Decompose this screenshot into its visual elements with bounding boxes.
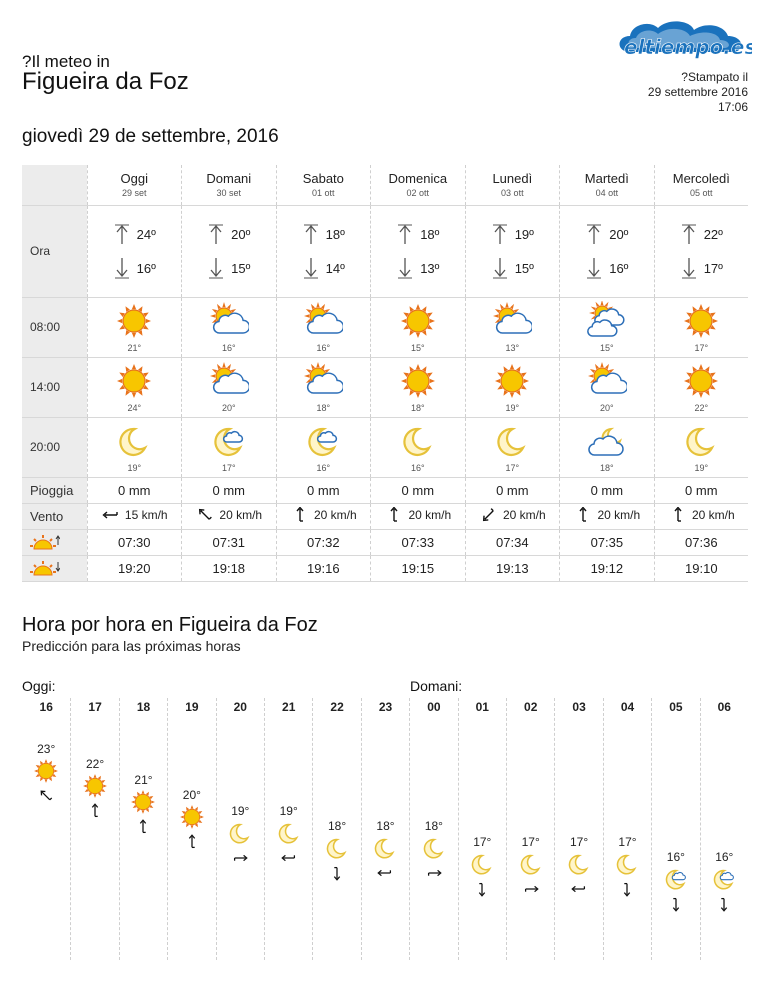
slot-temp: 20° — [221, 403, 236, 413]
wind-speed: 20 km/h — [597, 507, 641, 522]
hour-temp: 21° — [134, 772, 153, 787]
hour-forecast — [410, 819, 457, 882]
wind-direction-icon — [668, 507, 688, 523]
moon-cloud-icon — [662, 865, 690, 893]
sunrise-time: 07:31 — [182, 529, 277, 555]
rain-value: 0 mm — [654, 477, 748, 503]
hour-temp: 22° — [86, 757, 105, 772]
slot-temp: 18° — [410, 403, 425, 413]
sun-icon — [398, 361, 438, 401]
sunrise-row — [22, 529, 748, 555]
wind-direction-icon — [384, 507, 404, 523]
sunset-label — [22, 555, 87, 581]
sun-icon — [492, 361, 532, 401]
slot-cell — [465, 297, 560, 357]
min-temp-icon — [585, 257, 603, 279]
slot-cell — [654, 417, 748, 477]
slot-temp: 24° — [127, 403, 142, 413]
header-subtitle: ?Il meteo in — [22, 52, 110, 71]
cloud-moon-icon — [587, 421, 627, 461]
rain-value: 0 mm — [465, 477, 560, 503]
max-temp: 24º — [136, 226, 156, 242]
rain-value: 0 mm — [371, 477, 466, 503]
sunrise-time: 07:36 — [654, 529, 748, 555]
day-name: Domani — [206, 171, 252, 187]
hour-column-06 — [700, 698, 748, 960]
slot-temp: 18° — [316, 403, 331, 413]
rain-value: 0 mm — [560, 477, 655, 503]
rain-value: 0 mm — [276, 477, 371, 503]
wind-direction-icon — [522, 880, 540, 898]
sun-cloud-icon — [209, 301, 249, 341]
slot-temp: 17° — [221, 463, 236, 473]
wind-direction-icon — [376, 864, 394, 882]
slot-cell — [87, 297, 182, 357]
wind-row — [22, 503, 748, 529]
sunrise-time: 07:35 — [560, 529, 655, 555]
slot-cell — [465, 417, 560, 477]
hour-temp: 17° — [570, 834, 589, 849]
moon-icon — [275, 819, 303, 847]
max-temp: 20º — [609, 226, 629, 242]
hour-label: 03 — [572, 700, 586, 714]
sunrise-time: 07:34 — [465, 529, 560, 555]
max-temp-icon — [585, 223, 603, 245]
max-temp-icon — [396, 223, 414, 245]
daily-forecast-table — [22, 165, 748, 582]
min-temp-icon — [680, 257, 698, 279]
sunset-time: 19:13 — [465, 555, 560, 581]
wind-cell — [371, 503, 466, 529]
hour-forecast — [459, 835, 506, 898]
wind-direction-icon — [231, 849, 249, 867]
wind-speed: 20 km/h — [502, 507, 546, 522]
slot-cell — [560, 417, 655, 477]
min-temp: 16º — [136, 260, 156, 276]
hour-label: 17 — [88, 700, 102, 714]
min-temp-icon — [207, 257, 225, 279]
hour-temp: 19° — [231, 803, 250, 818]
wind-cell — [465, 503, 560, 529]
moon-cloud-icon — [303, 421, 343, 461]
hour-label: 06 — [717, 700, 731, 714]
max-temp: 20º — [231, 226, 251, 242]
wind-direction-icon — [195, 507, 215, 523]
temperature-row — [22, 205, 748, 297]
moon-icon — [420, 834, 448, 862]
sun-icon — [681, 301, 721, 341]
sun-icon — [681, 361, 721, 401]
day-header-1 — [182, 165, 277, 205]
max-temp: 22º — [703, 226, 723, 242]
hour-temp: 17° — [473, 834, 492, 849]
slot-cell — [465, 357, 560, 417]
hour-label: 22 — [330, 700, 344, 714]
max-temp: 18º — [325, 226, 345, 242]
wind-direction-icon — [183, 833, 201, 851]
hour-column-23 — [361, 698, 409, 960]
rain-value: 0 mm — [87, 477, 182, 503]
hour-forecast — [604, 835, 651, 898]
slot-temp: 21° — [127, 343, 142, 353]
hourly-title: Hora por hora en Figueira da Foz — [22, 614, 318, 636]
hour-column-19 — [167, 698, 215, 960]
slot-temp: 17° — [694, 343, 709, 353]
sunset-row — [22, 555, 748, 581]
sun-cloud-icon — [303, 301, 343, 341]
hour-column-20 — [216, 698, 264, 960]
wind-cell — [276, 503, 371, 529]
slot-temp: 13° — [505, 343, 520, 353]
slot-temp: 19° — [505, 403, 520, 413]
sunrise-label — [22, 529, 87, 555]
hour-label: 19 — [185, 700, 199, 714]
moon-icon — [468, 850, 496, 878]
hour-column-01 — [458, 698, 506, 960]
day-temps-1 — [182, 205, 277, 297]
wind-speed: 15 km/h — [124, 507, 168, 522]
wind-speed: 20 km/h — [691, 507, 735, 522]
hour-forecast — [555, 835, 602, 898]
hour-forecast — [168, 788, 215, 851]
printed-time: 17:06 — [717, 100, 748, 114]
max-temp-icon — [207, 223, 225, 245]
wind-label: Vento — [22, 503, 87, 529]
slot-cell — [87, 417, 182, 477]
slot-cell — [560, 297, 655, 357]
day-date: 01 ott — [312, 188, 335, 199]
slot-temp: 20° — [600, 403, 614, 413]
day-date: 30 set — [216, 188, 242, 199]
wind-cell — [560, 503, 655, 529]
slot-cell — [182, 357, 277, 417]
moon-icon — [323, 834, 351, 862]
slot-cell — [276, 357, 371, 417]
sun-icon — [129, 788, 157, 816]
rain-row — [22, 477, 748, 503]
sunset-time: 19:16 — [276, 555, 371, 581]
day-date: 05 ott — [690, 188, 713, 199]
slot-cell — [182, 417, 277, 477]
day-temps-2 — [276, 205, 371, 297]
sunset-time: 19:20 — [87, 555, 182, 581]
day-header-3 — [371, 165, 466, 205]
max-temp-icon — [302, 223, 320, 245]
day-date: 04 ott — [595, 188, 619, 199]
hour-temp: 16° — [666, 850, 685, 864]
sun-cloud-icon — [587, 361, 627, 401]
day-header-4 — [465, 165, 560, 205]
eltiempo-logo[interactable] — [612, 14, 752, 70]
logo-text: eltiempo.es — [624, 35, 752, 59]
hour-column-02 — [506, 698, 554, 960]
slot-label: 14:00 — [22, 357, 87, 417]
slot-temp: 15° — [600, 343, 614, 353]
moon-icon — [565, 850, 593, 878]
hour-column-18 — [119, 698, 167, 960]
hour-label: 00 — [427, 700, 441, 714]
date-title: giovedì 29 de settembre, 2016 — [22, 126, 279, 147]
hour-forecast — [217, 804, 264, 867]
slot-row-1 — [22, 357, 748, 417]
day-date: 02 ott — [406, 188, 430, 199]
min-temp: 15º — [231, 260, 251, 276]
wind-direction-icon — [715, 895, 733, 913]
slot-label: 20:00 — [22, 417, 87, 477]
hour-column-03 — [554, 698, 602, 960]
sunrise-time: 07:30 — [87, 529, 182, 555]
slot-temp: 22° — [694, 403, 709, 413]
wind-direction-icon — [37, 787, 55, 805]
hour-label: 21 — [282, 700, 296, 714]
min-temp: 15º — [514, 260, 534, 276]
moon-icon — [517, 850, 545, 878]
moon-icon — [492, 421, 532, 461]
slot-temp: 19° — [694, 463, 709, 473]
ora-label: Ora — [22, 205, 87, 297]
hour-forecast — [265, 804, 312, 867]
hour-label: 04 — [620, 700, 635, 714]
hour-forecast — [362, 819, 409, 882]
hour-temp: 17° — [618, 834, 637, 849]
slot-temp: 16° — [316, 343, 331, 353]
wind-direction-icon — [425, 864, 443, 882]
sun-cloud-icon — [303, 361, 343, 401]
hour-label: 20 — [233, 700, 247, 714]
day-name: Domenica — [388, 171, 448, 187]
min-temp: 14º — [325, 260, 345, 276]
wind-direction-icon — [280, 849, 298, 867]
printed-label: ?Stampato il — [681, 70, 748, 84]
sunset-time: 19:10 — [654, 555, 748, 581]
sun-icon — [178, 803, 206, 831]
hour-temp: 19° — [279, 803, 298, 818]
sun-icon — [81, 772, 109, 800]
day-temps-6 — [654, 205, 748, 297]
wind-direction-icon — [570, 880, 588, 898]
hour-label: 05 — [669, 700, 683, 714]
wind-direction-icon — [328, 864, 346, 882]
hour-column-21 — [264, 698, 312, 960]
slot-cell — [276, 417, 371, 477]
hour-forecast — [71, 757, 118, 820]
day-header-2 — [276, 165, 371, 205]
wind-direction-icon — [618, 880, 636, 898]
printed-date: 29 settembre 2016 — [647, 85, 748, 99]
max-temp-icon — [113, 223, 131, 245]
day-header-5 — [560, 165, 655, 205]
slot-row-0 — [22, 297, 748, 357]
day-name: Sabato — [302, 171, 344, 187]
city-title: Figueira da Foz — [22, 68, 189, 95]
hourly-forecast — [22, 698, 748, 960]
moon-cloud-icon — [710, 865, 738, 893]
hour-forecast — [507, 835, 554, 898]
slot-cell — [182, 297, 277, 357]
wind-speed: 20 km/h — [313, 507, 357, 522]
day-temps-5 — [560, 205, 655, 297]
hour-forecast — [22, 742, 70, 805]
day-temps-3 — [371, 205, 466, 297]
day-header-6 — [654, 165, 748, 205]
slot-temp: 19° — [127, 463, 142, 473]
hourly-today-label: Oggi: — [22, 678, 56, 694]
max-temp: 18º — [420, 226, 440, 242]
sunset-time: 19:12 — [560, 555, 655, 581]
hour-temp: 16° — [715, 850, 734, 864]
wind-direction-icon — [86, 802, 104, 820]
wind-direction-icon — [479, 507, 499, 523]
moon-icon — [114, 421, 154, 461]
day-header-0 — [87, 165, 182, 205]
hour-temp: 18° — [328, 819, 347, 834]
hour-column-22 — [312, 698, 360, 960]
slot-temp: 16° — [316, 463, 331, 473]
max-temp-icon — [491, 223, 509, 245]
hour-forecast — [701, 850, 748, 913]
min-temp-icon — [396, 257, 414, 279]
day-name: Oggi — [120, 171, 148, 187]
moon-icon — [613, 850, 641, 878]
wind-speed: 20 km/h — [219, 507, 263, 522]
day-name: Lunedì — [492, 171, 533, 187]
sunrise-time: 07:33 — [371, 529, 466, 555]
rain-value: 0 mm — [182, 477, 277, 503]
slot-temp: 17° — [505, 463, 520, 473]
hour-column-04 — [603, 698, 651, 960]
moon-icon — [371, 834, 399, 862]
hour-forecast — [313, 819, 360, 882]
day-temps-0 — [87, 205, 182, 297]
day-name: Mercoledì — [672, 171, 730, 187]
hourly-tomorrow-label: Domani: — [410, 678, 463, 694]
sun-cloud-icon — [492, 301, 532, 341]
hour-column-05 — [651, 698, 699, 960]
sun-icon — [32, 757, 60, 785]
hour-forecast — [652, 850, 699, 913]
sun-icon — [398, 301, 438, 341]
wind-direction-icon — [573, 507, 593, 523]
wind-cell — [654, 503, 748, 529]
wind-direction-icon — [473, 880, 491, 898]
wind-direction-icon — [134, 818, 152, 836]
slot-cell — [371, 297, 466, 357]
hour-column-17 — [70, 698, 118, 960]
wind-speed: 20 km/h — [408, 507, 452, 522]
hour-label: 23 — [378, 700, 393, 714]
slot-cell — [654, 297, 748, 357]
min-temp-icon — [302, 257, 320, 279]
min-temp-icon — [113, 257, 131, 279]
wind-direction-icon — [101, 507, 121, 523]
moon-icon — [398, 421, 438, 461]
day-date: 29 set — [121, 188, 147, 199]
sunrise-time: 07:32 — [276, 529, 371, 555]
sun-icon — [114, 301, 154, 341]
hour-column-00 — [409, 698, 457, 960]
hour-temp: 17° — [521, 834, 540, 849]
day-date: 03 ott — [501, 188, 524, 199]
hour-column-16 — [22, 698, 70, 960]
printed-info — [648, 70, 748, 115]
sun-icon — [114, 361, 154, 401]
min-temp-icon — [491, 257, 509, 279]
moon-icon — [681, 421, 721, 461]
hour-temp: 18° — [376, 819, 395, 834]
max-temp: 19º — [514, 226, 534, 242]
hour-label: 16 — [39, 700, 53, 714]
hour-forecast — [120, 773, 167, 836]
day-name: Martedì — [584, 171, 629, 187]
hour-label: 01 — [475, 700, 489, 714]
slot-temp: 16° — [221, 343, 236, 353]
max-temp-icon — [680, 223, 698, 245]
slot-cell — [654, 357, 748, 417]
slot-cell — [87, 357, 182, 417]
slot-cell — [560, 357, 655, 417]
moon-cloud-icon — [209, 421, 249, 461]
hour-label: 18 — [136, 700, 151, 714]
rain-label: Pioggia — [22, 477, 87, 503]
empty-header-cell — [22, 165, 87, 205]
day-temps-4 — [465, 205, 560, 297]
sunrise-icon — [30, 534, 60, 550]
slot-temp: 18° — [600, 463, 614, 473]
min-temp: 17º — [703, 260, 723, 276]
sunset-time: 19:15 — [371, 555, 466, 581]
wind-direction-icon — [290, 507, 310, 523]
slot-cell — [371, 417, 466, 477]
slot-cell — [371, 357, 466, 417]
sunset-icon — [30, 560, 60, 576]
slot-temp: 16° — [410, 463, 425, 473]
min-temp: 16º — [609, 260, 629, 276]
wind-cell — [182, 503, 277, 529]
sun-cloud-icon — [209, 361, 249, 401]
hour-temp: 23° — [37, 742, 56, 756]
slot-temp: 15° — [410, 343, 425, 353]
slot-row-2 — [22, 417, 748, 477]
hourly-subtitle: Predicción para las próximas horas — [22, 638, 241, 654]
wind-cell — [87, 503, 182, 529]
hour-temp: 20° — [182, 788, 201, 803]
sunset-time: 19:18 — [182, 555, 277, 581]
hour-temp: 18° — [424, 819, 443, 834]
slot-label: 08:00 — [22, 297, 87, 357]
moon-icon — [226, 819, 254, 847]
slot-cell — [276, 297, 371, 357]
sun-clouds-icon — [587, 301, 627, 341]
days-header-row — [22, 165, 748, 205]
min-temp: 13º — [420, 260, 440, 276]
wind-direction-icon — [667, 895, 685, 913]
hour-label: 02 — [524, 700, 538, 714]
